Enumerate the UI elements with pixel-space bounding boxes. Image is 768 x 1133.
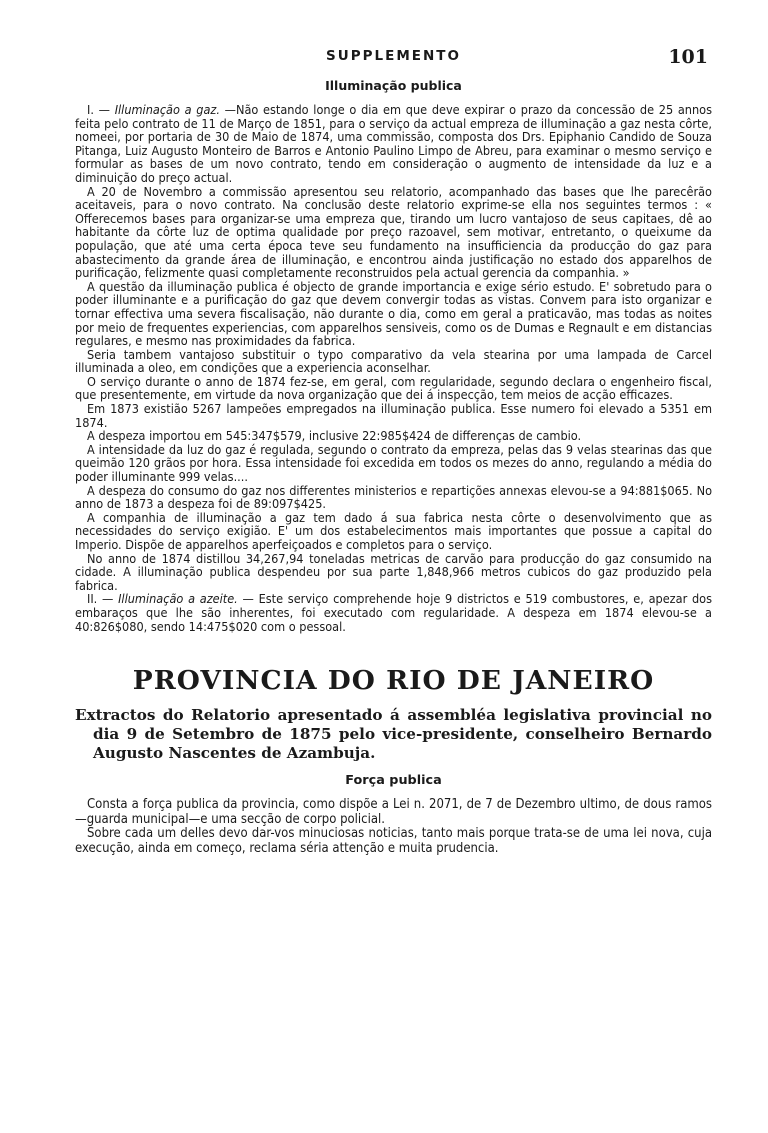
paragraph-text: A questão da illuminação publica é objecto de grande importancia e exige sério estudo. E' sobretudo para o poder illuminante e a purificação do gaz que devem convergir todas as vistas. Convem para isto organizar e tornar effectiva uma severa fiscalisação, não durante o dia, como em geral a praticavão, mas todas as noites por meio de frequentes experiencias, com apparelhos sensiveis, como os de Dumas e Regnault e em distancias regulares, e mesmo nas proximidades da fabrica. bbox=[75, 278, 712, 349]
section-heading-illumination: Illuminação publica bbox=[325, 78, 462, 93]
illumination-body bbox=[75, 103, 712, 633]
illumination-paragraph bbox=[75, 552, 712, 593]
running-title: SUPPLEMENTO bbox=[326, 48, 461, 64]
illumination-paragraph bbox=[75, 484, 712, 511]
paragraph-text: O serviço durante o anno de 1874 fez-se, em geral, com regularidade, segundo declara o engenheiro fiscal, que presentemente, em virtude da nova organização que dei á inspecção, tem meios de acção efficazes. bbox=[75, 373, 712, 403]
paragraph-text: —Não estando longe o dia em que deve expirar o prazo da concessão de 25 annos feita pelo contrato de 11 de Março de 1851, para o serviço da actual empreza de illuminação a gaz nesta côrte, nomeei, por portaria de 30 de Maio de 1874, uma commissão, composta dos Drs. Epiphanio Candido de Souza Pitanga, Luiz Augusto Monteiro de Barros e Antonio Paulino Limpo de Abreu, para examinar o mesmo serviço e formular as bases de um novo contrato, tendo em consideração o augmento de intensidade da luz e a diminuição do preço actual. bbox=[75, 102, 713, 185]
illumination-paragraph bbox=[75, 511, 712, 552]
paragraph-text: A 20 de Novembro a commissão apresentou seu relatorio, acompanhado das bases que lhe parecêrão aceitaveis, para o novo contrato. Na conclusão deste relatorio exprime-se ella nos seguintes termos : « Offerecemos bases para organizar-se uma empreza que, tirando um lucro vantajoso de seus capitaes, dê ao habitante da côrte luz de optima qualidade por preço razoavel, sem motivar, entretanto, o queixume da população, que até uma certa época teve seu fundamento na insufficiencia da producção do gaz para abastecimento da grande área de illuminação, e encontrou ainda justificação no estado dos apparelhos de purificação, felizmente quasi completamente reconstruidos pela actual gerencia da companhia. » bbox=[75, 183, 712, 281]
province-title: PROVINCIA DO RIO DE JANEIRO bbox=[132, 665, 655, 697]
force-paragraph: Sobre cada um delles devo dar-vos minuciosas noticias, tanto mais porque trata-se de uma lei nova, cuja execução, ainda em começo, reclama séria attenção e muita prudencia. bbox=[75, 826, 712, 856]
report-intro: Extractos do Relatorio apresentado á assembléa legislativa provincial no dia 9 de Setembro de 1875 pelo vice-presidente, conselheiro Bernardo Augusto Nascentes de Azambuja. bbox=[75, 706, 712, 763]
section-heading-force: Força publica bbox=[345, 773, 442, 789]
paragraph-lead: I. — bbox=[87, 102, 115, 117]
illumination-paragraph bbox=[75, 348, 712, 375]
paragraph-text: Seria tambem vantajoso substituir o typo comparativo da vela stearina por uma lampada de Carcel illuminada a oleo, em condições que a experiencia aconselhar. bbox=[75, 346, 712, 376]
paragraph-text: Em 1873 existião 5267 lampeões empregados na illuminação publica. Esse numero foi elevado a 5351 em 1874. bbox=[75, 401, 712, 430]
paragraph-lead-italic: Illuminação a azeite. bbox=[118, 591, 238, 607]
paragraph-text: A intensidade da luz do gaz é regulada, segundo o contrato da empreza, pelas das 9 velas stearinas das que queimão 120 grãos por hora. Essa intensidade foi excedida em todos os mezes do anno, regulando a média do poder illuminante 999 velas.... bbox=[75, 441, 712, 485]
illumination-paragraph bbox=[75, 443, 712, 484]
paragraph-text: A companhia de illuminação a gaz tem dado á sua fabrica nesta côrte o desenvolvimento que as necessidades do serviço exigião. E' um dos estabelecimentos mais importantes que possue a capital do Imperio. Dispõe de apparelhos aperfeiçoados e completos para o serviço. bbox=[75, 509, 712, 552]
page-number: 101 bbox=[668, 46, 708, 68]
force-paragraph: Consta a força publica da provincia, como dispõe a Lei n. 2071, de 7 de Dezembro ultimo, de dous ramos—guarda municipal—e uma secção de corpo policial. bbox=[75, 797, 712, 827]
illumination-paragraph bbox=[75, 429, 712, 443]
illumination-paragraph bbox=[75, 375, 712, 402]
illumination-paragraph bbox=[75, 103, 712, 185]
document-page bbox=[75, 0, 712, 857]
illumination-paragraph bbox=[75, 280, 712, 348]
force-body bbox=[75, 798, 712, 856]
illumination-paragraph bbox=[75, 402, 712, 429]
illumination-paragraph bbox=[75, 592, 712, 633]
paragraph-lead: II. — bbox=[87, 591, 119, 607]
paragraph-text: No anno de 1874 distillou 34,267,94 toneladas metricas de carvão para producção do gaz consumido na cidade. A illuminação publica despendeu por sua parte 1,848,966 metros cubicos do gaz produzido pela fabrica. bbox=[75, 550, 712, 593]
paragraph-lead-italic: Illuminação a gaz. bbox=[114, 102, 220, 117]
paragraph-text: A despeza do consumo do gaz nos differentes ministerios e repartições annexas elevou-se a 94:881$065. No anno de 1873 a despeza foi de 89:097$425. bbox=[75, 482, 712, 512]
illumination-paragraph bbox=[75, 185, 712, 280]
running-head bbox=[75, 48, 712, 78]
paragraph-text: — Este serviço comprehende hoje 9 districtos e 519 combustores, e, apezar dos embaraços que lhe são inherentes, foi executado com regularidade. A despeza em 1874 elevou-se a 40:826$080, sendo 14:475$020 com o pessoal. bbox=[75, 591, 712, 634]
paragraph-text: A despeza importou em 545:347$579, inclusive 22:985$424 de differenças de cambio. bbox=[87, 428, 582, 444]
